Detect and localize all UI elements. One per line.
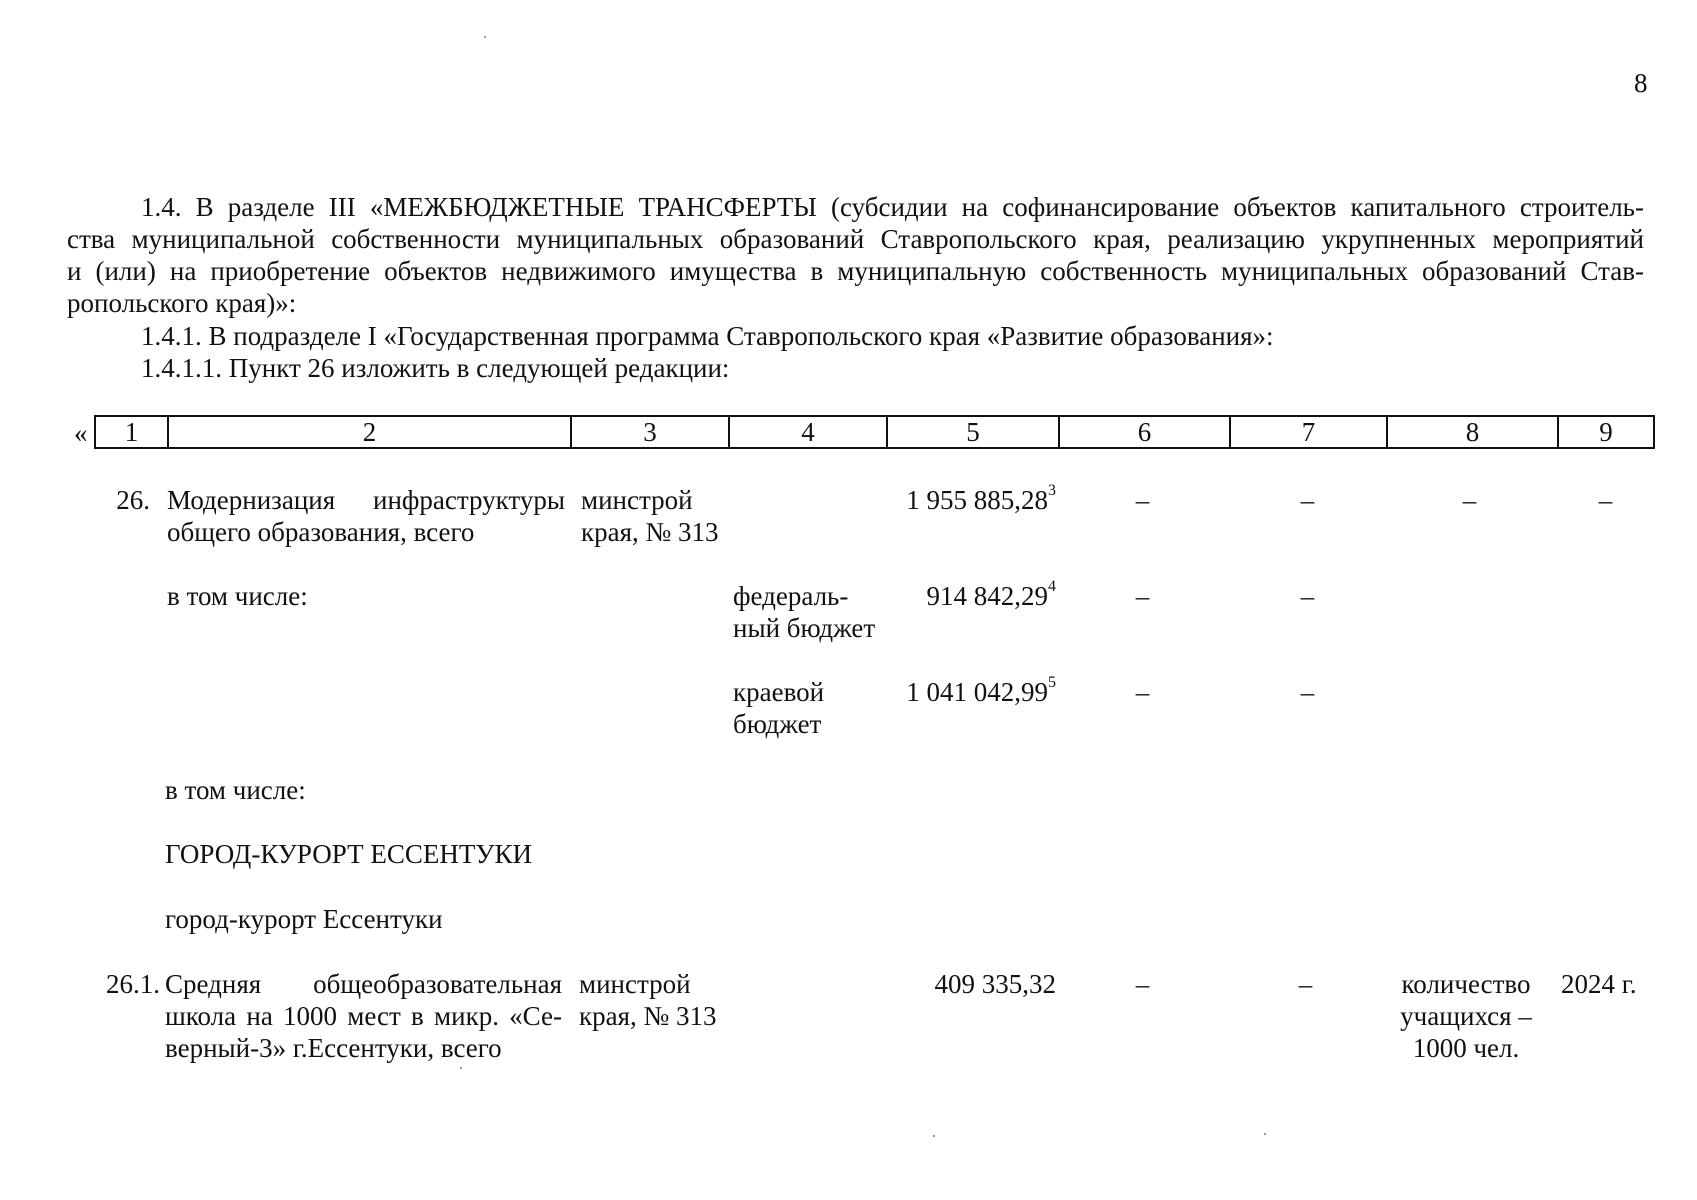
paragraph-line: ропольского края)»: [67,288,297,318]
including-label: в том числе: [165,775,306,805]
row-col9: – [1598,485,1613,515]
paragraph-line: и (или) на приобретение объектов недвижимого имущества в муниципальную собственность муниципальных образований Став- [67,256,1644,286]
including-label: в том числе: [167,581,308,611]
row-col7: – [1300,677,1315,707]
footnote-mark: 4 [1048,578,1056,595]
row-organization: края, № 313 [581,517,719,547]
scan-speck [933,1135,935,1137]
scan-speck [460,1067,462,1069]
row-amount: 914 842,29$^4$ [926,578,1056,611]
scan-speck [1264,1133,1266,1135]
subsection-line: 1.4.1. В подразделе I «Государственная программа Ставропольского края «Развитие образования»: [141,321,1274,351]
row-name: школа на 1000 мест в микр. «Се- [165,1001,562,1031]
row-col6: – [1135,485,1150,515]
row-name: Модернизация инфраструктуры [167,485,565,515]
city-subheading: город-курорт Ессентуки [165,904,443,934]
row-organization: минстрой [581,485,693,515]
row-col7: – [1300,581,1315,611]
row-indicator: учащихся – [1400,1001,1532,1031]
item-line: 1.4.1.1. Пункт 26 изложить в следующей редакции: [141,353,730,383]
column-header: 4 [730,417,888,447]
column-header: 9 [1599,417,1613,447]
city-heading: ГОРОД-КУРОРТ ЕССЕНТУКИ [165,839,532,869]
row-col8: – [1462,485,1477,515]
row-deadline: 2024 г. [1561,969,1637,999]
column-header: 8 [1388,417,1559,447]
row-amount: 1 955 885,28$^3$ [906,482,1056,515]
footnote-mark: 5 [1048,674,1056,691]
open-quote: « [74,418,88,448]
funding-source: федераль- [733,581,849,611]
column-header: 2 [169,417,572,447]
scan-speck [484,36,486,38]
column-header: 6 [1060,417,1231,447]
column-header: 7 [1231,417,1388,447]
row-name: верный-3» г.Ессентуки, всего [165,1033,502,1063]
row-amount: 409 335,32 [934,969,1056,999]
row-organization: минстрой [579,969,691,999]
row-organization: края, № 313 [579,1001,717,1031]
row-col7: – [1298,969,1313,999]
funding-source: бюджет [733,709,822,739]
column-header: 5 [888,417,1060,447]
row-indicator: 1000 чел. [1412,1033,1520,1063]
row-amount: 1 041 042,99$^5$ [906,674,1056,707]
row-number: 26. [116,485,150,515]
row-col6: – [1135,677,1150,707]
footnote-mark: 3 [1048,482,1056,499]
page-number: 8 [1634,68,1648,98]
row-name: Средняя общеобразовательная [165,969,562,999]
funding-source: краевой [733,677,825,707]
row-name: общего образования, всего [167,517,475,547]
row-col7: – [1300,485,1315,515]
row-number: 26.1. [106,969,160,999]
column-header: 3 [572,417,730,447]
funding-source: ный бюджет [733,613,876,643]
row-col6: – [1135,969,1150,999]
row-col6: – [1135,581,1150,611]
column-header: 1 [96,417,169,447]
table-header-row [94,415,1655,449]
paragraph-line: ства муниципальной собственности муниципальных образований Ставропольского края, реализацию укрупненных мероприятий [67,224,1644,254]
paragraph-line: 1.4. В разделе III «МЕЖБЮДЖЕТНЫЕ ТРАНСФЕРТЫ (субсидии на софинансирование объектов капитального строитель- [141,192,1644,222]
row-indicator: количество [1401,969,1531,999]
